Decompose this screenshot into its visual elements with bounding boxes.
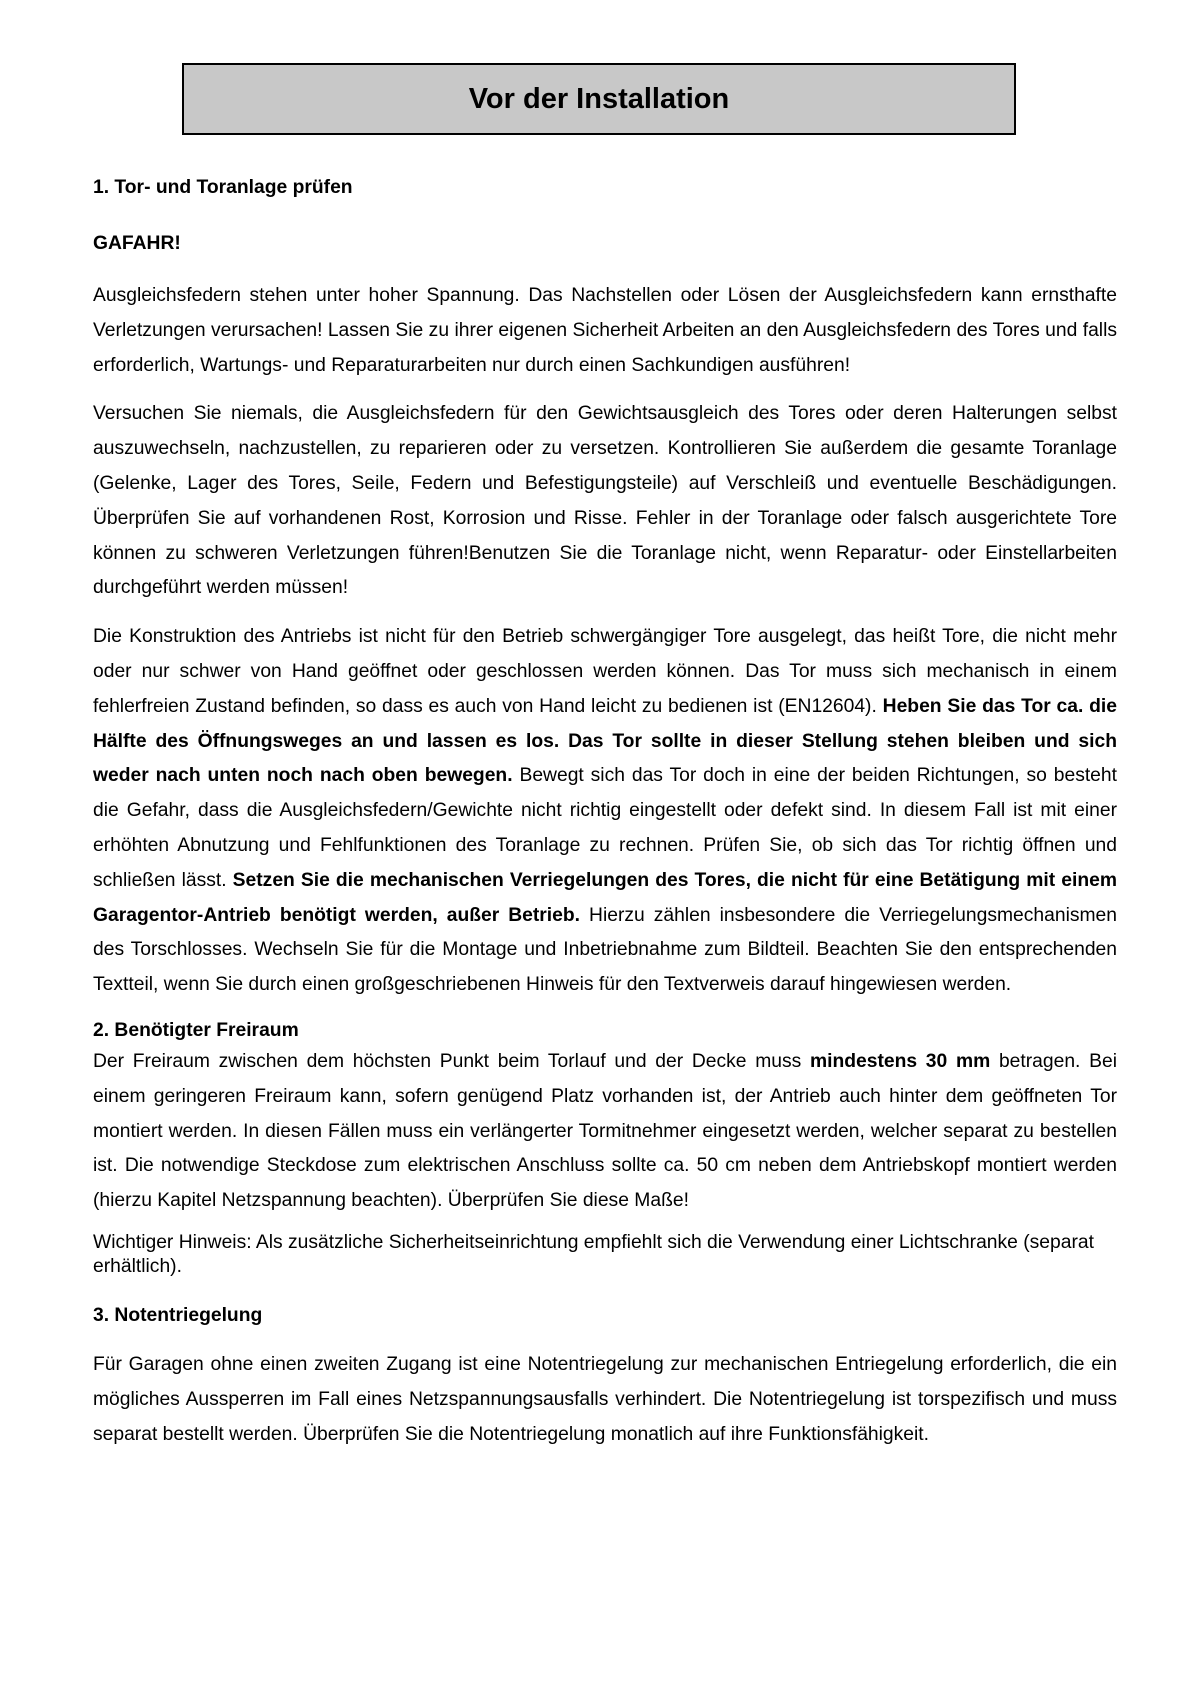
- paragraph-text: Der Freiraum zwischen dem höchsten Punkt beim Torlauf und der Decke muss: [93, 1050, 810, 1072]
- document-body: [93, 176, 1117, 1452]
- paragraph-text: Die Konstruktion des Antriebs ist nicht für den Betrieb schwergängiger Tore ausgelegt, das heißt Tore, die nicht mehr oder nur schwer von Hand geöffnet oder geschlossen werden können. Das Tor muss sich mechanisch in einem fehlerfreien Zustand befinden, so dass es auch von Hand leicht zu bedienen ist (EN12604).: [93, 626, 1117, 717]
- page-title-box: [182, 63, 1016, 135]
- paragraph-text: Bewegt sich das Tor doch in eine der beiden Richtungen, so besteht die Gefahr, dass die Ausgleichsfedern/Gewichte nicht richtig eingestellt oder defekt sind. In diesem Fall ist mit einer erhöhten Abnutzung und Fehlfunktionen des Toranlage zu rechnen. Prüfen Sie, ob sich das Tor richtig öffnen und schließen lässt.: [93, 765, 1117, 891]
- section-1-heading: 1. Tor- und Toranlage prüfen: [93, 177, 353, 198]
- page-title: Vor der Installation: [468, 82, 730, 115]
- important-note: Wichtiger Hinweis: Als zusätzliche Sicherheitseinrichtung empfiehlt sich die Verwendung einer Lichtschranke (separat erhältlich).: [93, 1231, 1094, 1277]
- section-2-paragraph-1: [93, 1045, 1117, 1219]
- paragraph-text: Hierzu zählen insbesondere die Verriegelungsmechanismen des Torschlosses. Wechseln Sie für die Montage und Inbetriebnahme zum Bildteil. Beachten Sie den entsprechenden Textteil, wenn Sie durch einen großgeschriebenen Hinweis für den Textverweis darauf hingewiesen werden.: [93, 904, 1118, 996]
- section-1-paragraph-1: Ausgleichsfedern stehen unter hoher Spannung. Das Nachstellen oder Lösen der Ausgleichsfedern kann ernsthafte Verletzungen verursachen! Lassen Sie zu ihrer eigenen Sicherheit Arbeiten an den Ausgleichsfedern des Tores und falls erforderlich, Wartungs- und Reparaturarbeiten nur durch einen Sachkundigen ausführen!: [93, 285, 1117, 376]
- paragraph-bold-text: Setzen Sie die mechanischen Verriegelungen des Tores, die nicht für eine Betätigung mit einem Garagentor-Antrieb benötigt werden, außer Betrieb.: [93, 869, 1117, 926]
- section-2-heading: 2. Benötigter Freiraum: [93, 1019, 299, 1041]
- section-3-paragraph-1: Für Garagen ohne einen zweiten Zugang ist eine Notentriegelung zur mechanischen Entriegelung erforderlich, die ein mögliches Aussperren im Fall eines Netzspannungsausfalls verhindert. Die Notentriegelung ist torspezifisch und muss separat bestellt werden. Überprüfen Sie die Notentriegelung monatlich auf ihre Funktionsfähigkeit.: [93, 1353, 1117, 1445]
- paragraph-text: betragen. Bei einem geringeren Freiraum kann, sofern genügend Platz vorhanden ist, der Antrieb auch hinter dem geöffneten Tor montiert werden. In diesen Fällen muss ein verlängerter Tormitnehmer eingesetzt werden, welcher separat zu bestellen ist. Die notwendige Steckdose zum elektrischen Anschluss sollte ca. 50 cm neben dem Antriebskopf montiert werden (hierzu Kapitel Netzspannung beachten). Überprüfen Sie diese Maße!: [93, 1050, 1117, 1212]
- warning-label: GAFAHR!: [93, 233, 181, 254]
- paragraph-bold-text: Heben Sie das Tor ca. die Hälfte des Öffnungsweges an und lassen es los. Das Tor sollte in dieser Stellung stehen bleiben und sich weder nach unten noch nach oben bewegen.: [93, 695, 1117, 787]
- section-1-paragraph-3: [93, 620, 1117, 1003]
- section-3-heading: 3. Notentriegelung: [93, 1304, 263, 1326]
- paragraph-bold-text: mindestens 30 mm: [809, 1050, 991, 1072]
- section-1-paragraph-2: Versuchen Sie niemals, die Ausgleichsfedern für den Gewichtsausgleich des Tores oder deren Halterungen selbst auszuwechseln, nachzustellen, zu reparieren oder zu versetzen. Kontrollieren Sie außerdem die gesamte Toranlage (Gelenke, Lager des Tores, Seile, Federn und Befestigungsteile) auf Verschleiß und eventuelle Beschädigungen. Überprüfen Sie auf vorhandenen Rost, Korrosion und Risse. Fehler in der Toranlage oder falsch ausgerichtete Tore können zu schweren Verletzungen führen!Benutzen Sie die Toranlage nicht, wenn Reparatur- oder Einstellarbeiten durchgeführt werden müssen!: [93, 403, 1117, 599]
